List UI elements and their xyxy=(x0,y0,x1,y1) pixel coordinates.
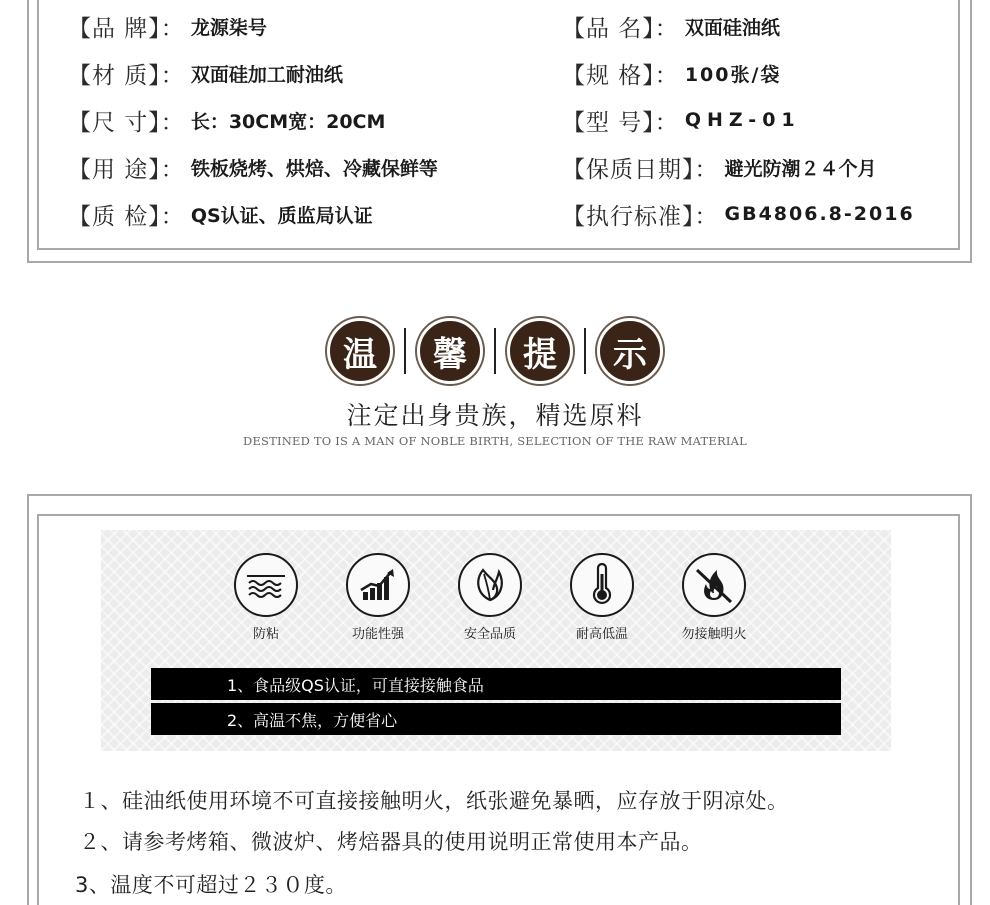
feature-safe-quality xyxy=(435,553,545,642)
leaf-icon xyxy=(458,553,522,617)
slogan-chinese: 注定出身贵族，精选原料 xyxy=(346,401,644,430)
model-key: 【型 号】： xyxy=(562,109,679,136)
shelf-life-key: 【保质日期】： xyxy=(562,156,719,183)
usage-note-1: １、硅油纸使用环境不可直接接触明火，纸张避免暴晒，应存放于阴凉处。 xyxy=(79,789,789,813)
tip-char-wen: 温 xyxy=(327,318,393,384)
tip-char-ti: 提 xyxy=(507,318,573,384)
spec-row-usage xyxy=(0,147,990,187)
tip-separator xyxy=(404,328,406,374)
product-name-key: 【品 名】： xyxy=(562,15,679,42)
usage-value: 铁板烧烤、烘焙、冷藏保鲜等 xyxy=(190,157,438,180)
tips-title xyxy=(0,316,990,386)
tip-separator xyxy=(584,328,586,374)
specification-value: 100张/袋 xyxy=(684,63,782,86)
no-fire-icon xyxy=(682,553,746,617)
feature-non-stick xyxy=(211,553,321,642)
size-value: 长：30CM宽：20CM xyxy=(190,110,386,133)
standard-value: GB4806.8-2016 xyxy=(724,203,915,225)
feature-label: 勿接触明火 xyxy=(681,627,747,642)
usage-note-2: ２、请参考烤箱、微波炉、烤焙器具的使用说明正常使用本产品。 xyxy=(79,830,703,854)
non-stick-wave-icon xyxy=(234,553,298,617)
tip-char-shi: 示 xyxy=(597,318,663,384)
quality-check-value: QS认证、质监局认证 xyxy=(190,204,373,227)
tip-separator xyxy=(494,328,496,374)
quality-check-key: 【质 检】： xyxy=(68,203,185,230)
brand-key: 【品 牌】： xyxy=(68,15,185,42)
brand-value: 龙源柒号 xyxy=(190,16,267,39)
highlight-bar-2: 2、高温不焦，方便省心 xyxy=(151,703,841,735)
feature-label: 耐高低温 xyxy=(575,627,628,642)
performance-chart-icon xyxy=(346,553,410,617)
highlight-bar-1: 1、食品级QS认证，可直接接触食品 xyxy=(151,668,841,700)
shelf-life-value: 避光防潮２４个月 xyxy=(724,157,877,180)
standard-key: 【执行标准】： xyxy=(562,203,719,230)
spec-row-size xyxy=(0,100,990,140)
material-value: 双面硅加工耐油纸 xyxy=(190,63,343,86)
product-name-value: 双面硅油纸 xyxy=(684,16,780,39)
usage-note-3: 3、温度不可超过２３０度。 xyxy=(75,873,347,897)
thermometer-icon xyxy=(570,553,634,617)
feature-functional xyxy=(323,553,433,642)
feature-label: 安全品质 xyxy=(463,627,516,642)
feature-label: 功能性强 xyxy=(351,627,404,642)
tip-char-xin: 馨 xyxy=(417,318,483,384)
spec-row-quality xyxy=(0,194,990,234)
feature-label: 防粘 xyxy=(252,627,279,642)
usage-key: 【用 途】： xyxy=(68,156,185,183)
feature-temperature xyxy=(547,553,657,642)
model-value: QHZ-01 xyxy=(684,109,801,131)
slogan-english: DESTINED TO IS A MAN OF NOBLE BIRTH, SELECTION OF THE RAW MATERIAL xyxy=(243,434,747,448)
material-key: 【材 质】： xyxy=(68,62,185,89)
feature-no-fire xyxy=(659,553,769,642)
size-key: 【尺 寸】： xyxy=(68,109,185,136)
spec-row-material xyxy=(0,53,990,93)
spec-row-brand xyxy=(0,6,990,46)
specification-key: 【规 格】： xyxy=(562,62,679,89)
